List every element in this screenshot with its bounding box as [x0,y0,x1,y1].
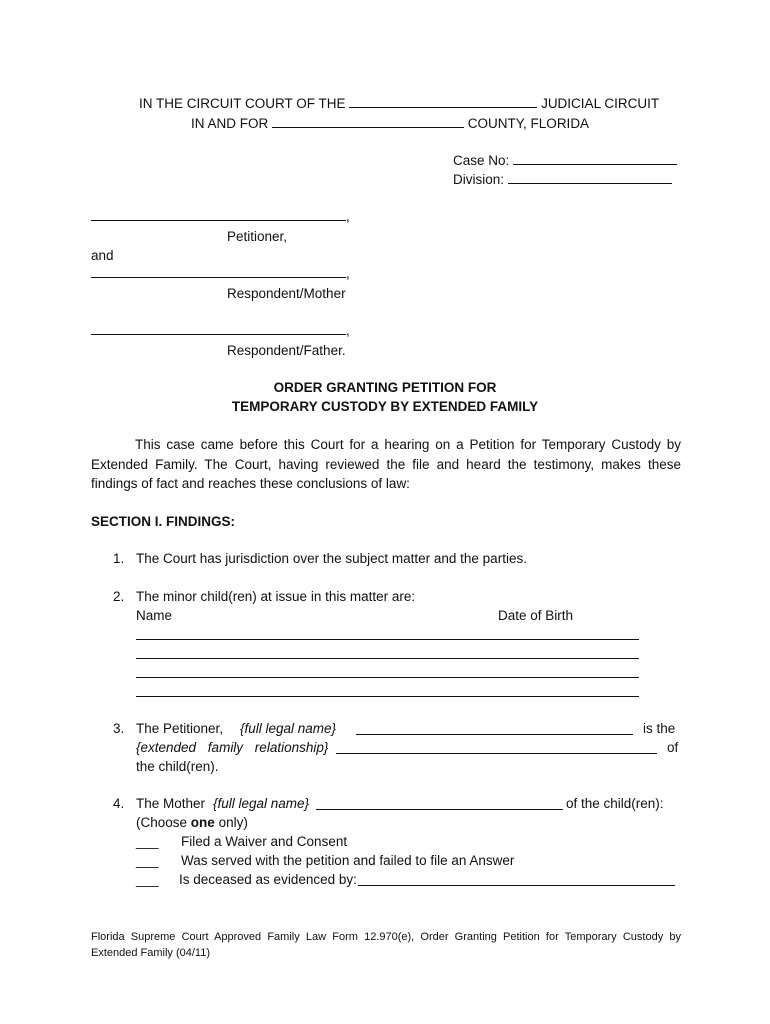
item4-mother-label: The Mother [136,796,206,811]
intro-paragraph [91,435,681,494]
item3-of: of [667,740,679,755]
child-row-blank[interactable] [136,658,639,659]
comma: , [346,266,350,281]
child-row-blank[interactable] [136,639,639,640]
column-name-header: Name [136,608,173,623]
deceased-evidence-blank[interactable] [358,885,675,886]
mother-full-name-blank[interactable] [316,809,563,810]
item1-number: 1. [113,551,125,566]
choose-suffix: only) [218,815,248,830]
order-title-line1: ORDER GRANTING PETITION FOR [273,380,497,395]
and-label: and [91,248,114,263]
item2-number: 2. [113,589,125,604]
item3-children: the child(ren). [136,759,219,774]
case-no-blank[interactable] [513,152,677,165]
division-label: Division: [453,172,505,187]
child-row-blank[interactable] [136,677,639,678]
item3-full-name-hint: {full legal name} [240,721,337,736]
county-prefix: IN AND FOR [191,116,269,131]
item4-number: 4. [113,796,125,811]
item3-is-the: is the [643,721,676,736]
item3-relationship-hint: {extended family relationship} [136,740,329,755]
petitioner-full-name-blank[interactable] [356,734,633,735]
judicial-circuit-blank[interactable] [349,95,537,108]
court-header-line2 [191,115,589,133]
form-footer: Florida Supreme Court Approved Family Law Form 12.970(e), Order Granting Petition for Temporary Custody by Extended Family (04/11) [91,931,681,959]
division-row [453,171,672,189]
petitioner-name-blank[interactable] [91,220,346,221]
county-blank[interactable] [272,115,464,128]
order-title-line2: TEMPORARY CUSTODY BY EXTENDED FAMILY [231,399,539,414]
court-header-prefix: IN THE CIRCUIT COURT OF THE [139,96,346,111]
option-served-label: Was served with the petition and failed to file an Answer [181,853,515,868]
court-header-line1 [139,95,659,113]
item4-choose-instruction [136,814,248,832]
intro-text: This case came before this Court for a hearing on a Petition for Temporary Custody by Extended Family. The Court, having reviewed the file and heard the testimony, makes these findings of fact and reaches these conclusions of law: [91,437,681,491]
item4-of-children: of the child(ren): [566,796,664,811]
section-heading: SECTION I. FINDINGS: [91,514,236,529]
choose-prefix: (Choose [136,815,188,830]
item3-petitioner-label: The Petitioner, [136,721,224,736]
case-no-row [453,152,677,170]
option-checkbox[interactable]: ___ [136,834,159,849]
option-checkbox[interactable]: ___ [136,853,159,868]
comma: , [346,323,350,338]
relationship-blank[interactable] [336,753,657,754]
column-dob-header: Date of Birth [498,608,574,623]
item3-number: 3. [113,721,125,736]
item1-text: The Court has jurisdiction over the subject matter and the parties. [136,551,527,566]
court-header-suffix: JUDICIAL CIRCUIT [541,96,660,111]
respondent-mother-blank[interactable] [91,277,346,278]
case-no-label: Case No: [453,153,510,168]
division-blank[interactable] [508,171,672,184]
comma: , [346,209,350,224]
item4-full-name-hint: {full legal name} [213,796,310,811]
respondent-father-blank[interactable] [91,334,346,335]
option-waiver-label: Filed a Waiver and Consent [181,834,348,849]
county-suffix: COUNTY, FLORIDA [467,116,590,131]
respondent-father-label: Respondent/Father. [227,343,346,358]
item2-text: The minor child(ren) at issue in this matter are: [136,589,416,604]
petitioner-label: Petitioner, [227,229,288,244]
child-row-blank[interactable] [136,696,639,697]
option-deceased-label: Is deceased as evidenced by: [179,872,357,887]
option-checkbox[interactable]: ___ [136,872,159,887]
respondent-mother-label: Respondent/Mother [227,286,346,301]
choose-emphasis: one [190,815,215,830]
